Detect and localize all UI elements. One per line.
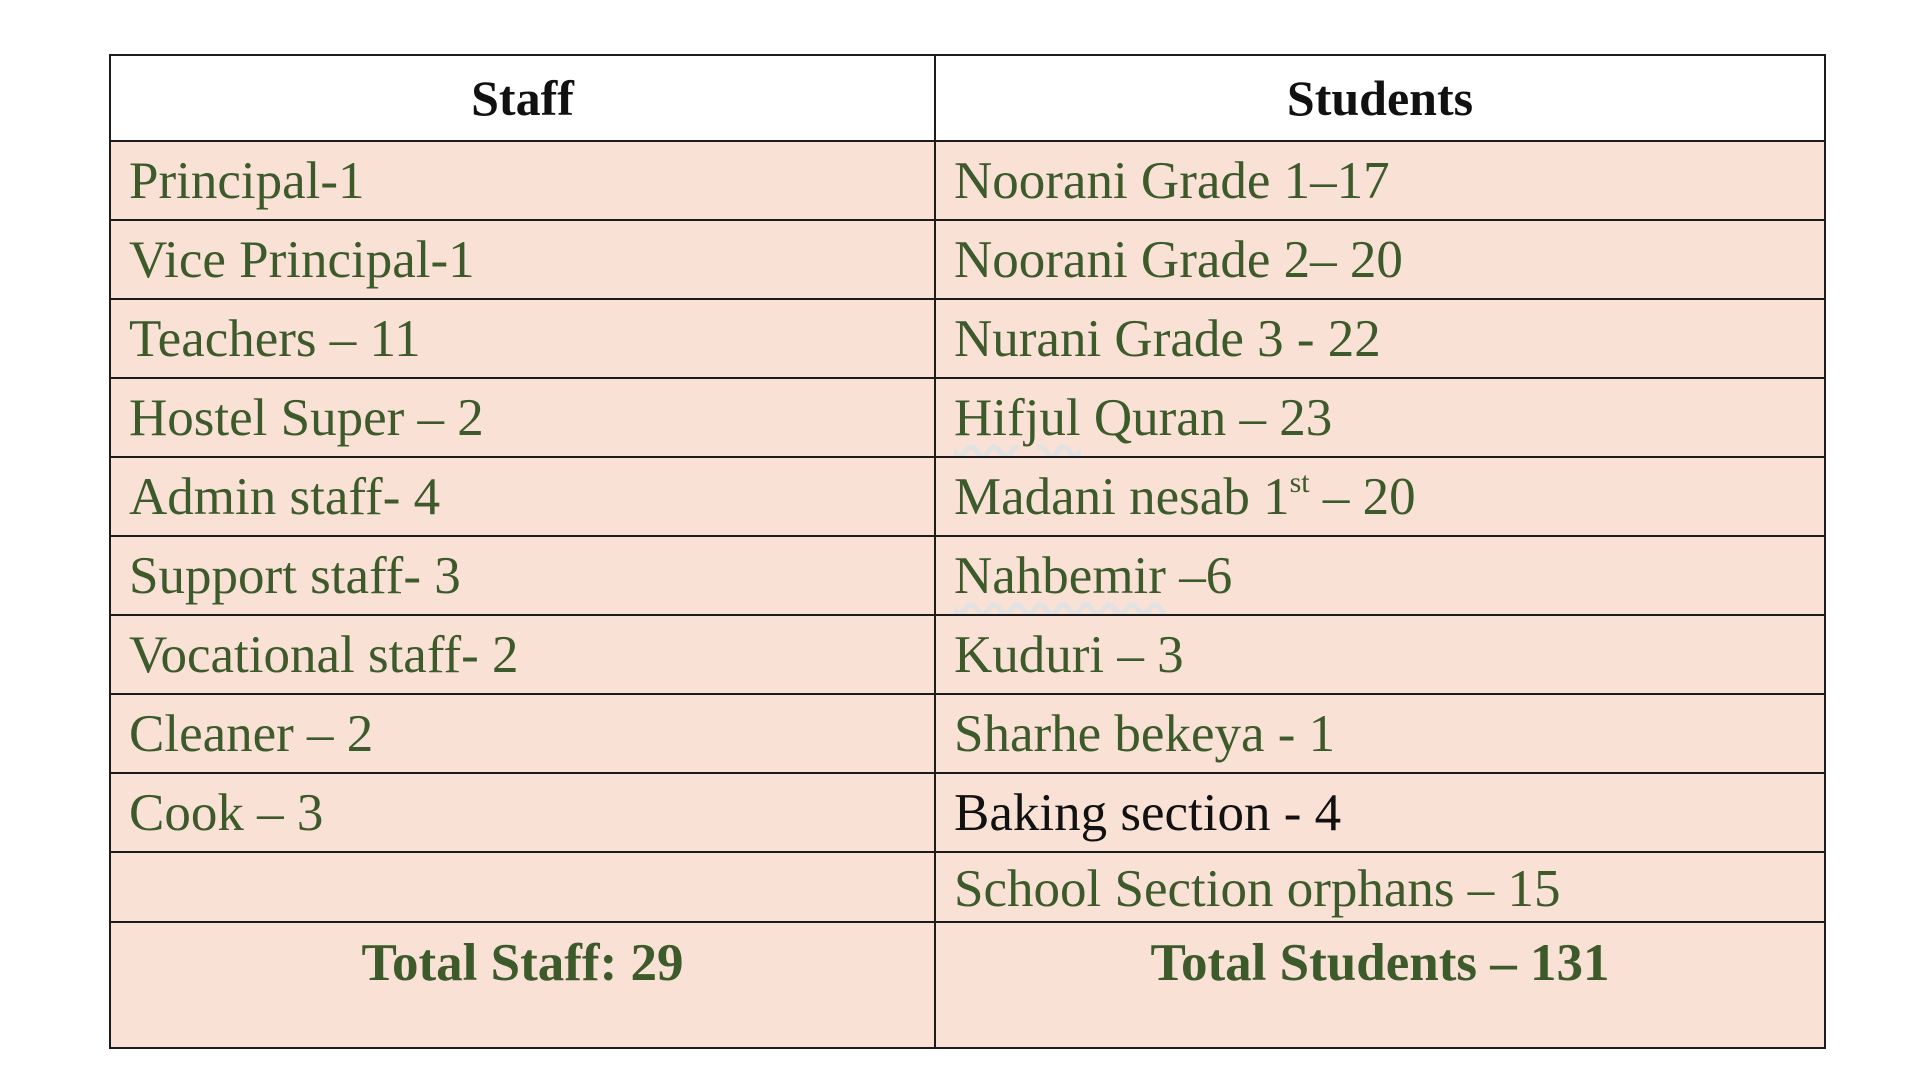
table-row [110,378,1825,457]
students-cell [935,378,1825,457]
ordinal-superscript: st [1289,465,1310,499]
staff-cell-empty [110,852,935,922]
students-cell [935,536,1825,615]
staff-header: Staff [110,55,935,141]
staff-students-table [109,54,1826,1049]
spellcheck-word: Nahbemir [954,546,1166,605]
students-cell: Kuduri – 3 [935,615,1825,694]
students-cell-text: Madani nesab 1 [954,467,1290,526]
staff-cell: Admin staff- 4 [110,457,935,536]
table-row [110,220,1825,299]
staff-cell: Support staff- 3 [110,536,935,615]
staff-cell: Teachers – 11 [110,299,935,378]
table-row [110,615,1825,694]
total-staff: Total Staff: 29 [110,922,935,1048]
spellcheck-word: Hifjul [954,388,1081,447]
staff-cell: Vocational staff- 2 [110,615,935,694]
students-cell-text: –6 [1165,546,1233,605]
table-row [110,694,1825,773]
students-cell: School Section orphans – 15 [935,852,1825,922]
table-row [110,536,1825,615]
staff-cell: Hostel Super – 2 [110,378,935,457]
students-cell: Nurani Grade 3 - 22 [935,299,1825,378]
students-cell: Sharhe bekeya - 1 [935,694,1825,773]
totals-row [110,922,1825,1048]
students-cell: Noorani Grade 1–17 [935,141,1825,220]
students-cell [935,457,1825,536]
staff-cell: Principal-1 [110,141,935,220]
students-cell: Noorani Grade 2– 20 [935,220,1825,299]
staff-cell: Cleaner – 2 [110,694,935,773]
students-header: Students [935,55,1825,141]
table-row [110,299,1825,378]
table-row [110,773,1825,852]
staff-cell: Cook – 3 [110,773,935,852]
students-cell: Baking section - 4 [935,773,1825,852]
table-row [110,852,1825,922]
header-row [110,55,1825,141]
table-row [110,141,1825,220]
students-cell-text: Quran – 23 [1080,388,1333,447]
students-cell-text: – 20 [1309,467,1416,526]
total-students: Total Students – 131 [935,922,1825,1048]
table-row [110,457,1825,536]
staff-cell: Vice Principal-1 [110,220,935,299]
